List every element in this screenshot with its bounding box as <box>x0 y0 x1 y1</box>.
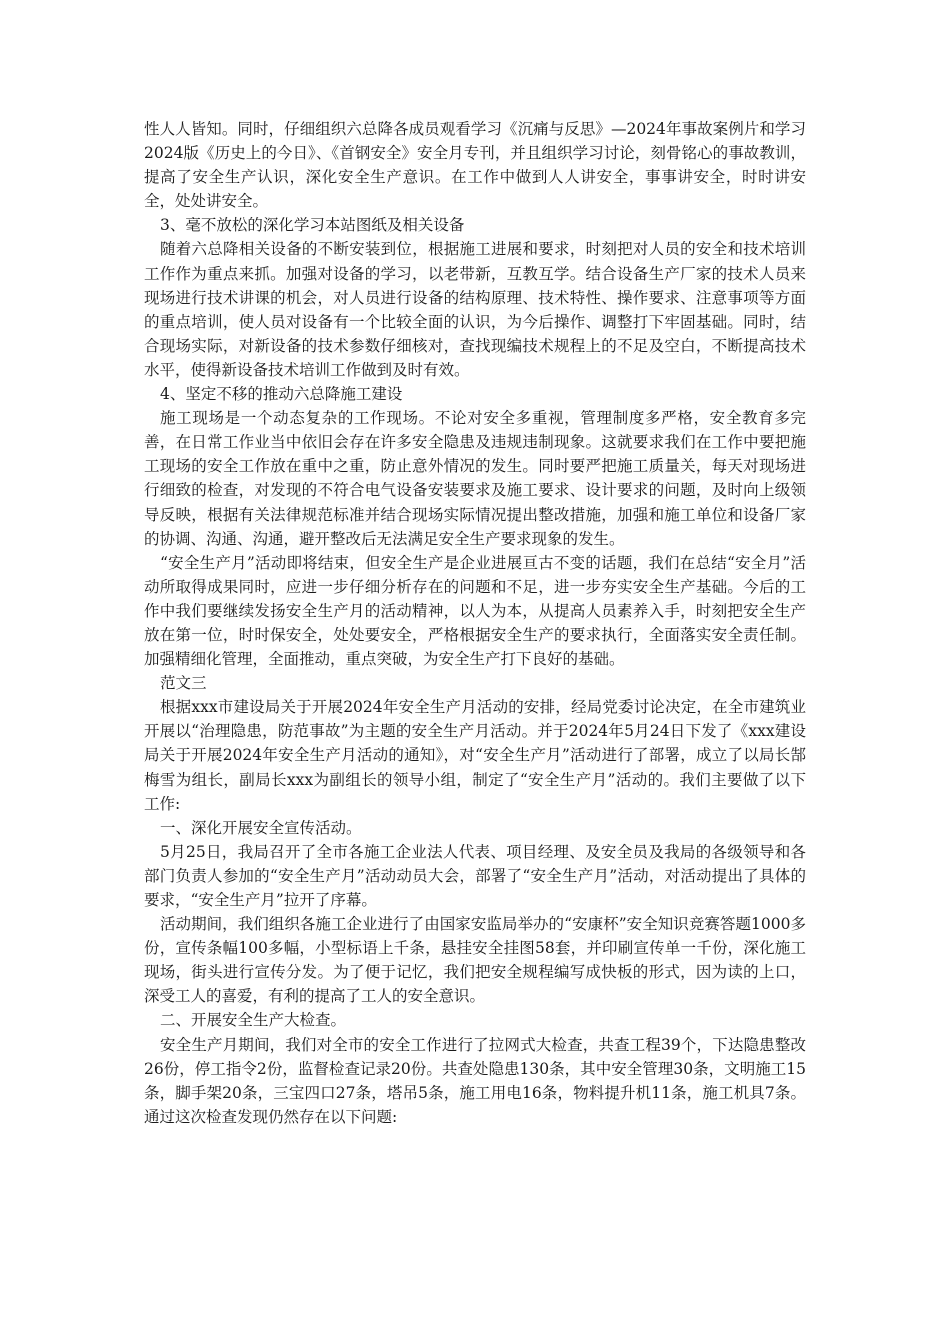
heading-publicity-activities: 一、深化开展安全宣传活动。 <box>160 818 362 837</box>
paragraph-activity-period: 活动期间，我们组织各施工企业进行了由国家安监局举办的“安康杯”安全知识竞赛答题1000多份，宣传条幅100多幅，小型标语上千条，悬挂安全挂图58套，并印刷宣传单一千份，深化施工现场，街头进行宣传分发。为了便于记忆，我们把安全规程编写成快板的形式，因为读的上口，深受工人的喜爱，有利的提高了工人的安全意识。 <box>144 915 806 1006</box>
paragraph-continuation: 性人人皆知。同时，仔细组织六总降各成员观看学习《沉痛与反思》—2024年事故案例片和学习2024版《历史上的今日》、《首钢安全》安全月专刊，并且组织学习讨论，刻骨铭心的事故教训，提高了安全生产认识，深化安全生产意识。在工作中做到人人讲安全，事事讲安全，时时讲安全，处处讲安全。 <box>144 120 806 211</box>
document-body <box>144 117 806 1129</box>
paragraph-intro-sample-three: 根据xxx市建设局关于开展2024年安全生产月活动的安排，经局党委讨论决定，在全市建筑业开展以“治理隐患，防范事故”为主题的安全生产月活动。并于2024年5月24日下发了《xxx建设局关于开展2024年安全生产月活动的通知》，对“安全生产月”活动进行了部署，成立了以局长郜梅雪为组长，副局长xxx为副组长的领导小组，制定了“安全生产月”活动的。我们主要做了以下工作: <box>144 698 806 813</box>
paragraph-construction-site: 施工现场是一个动态复杂的工作现场。不论对安全多重视，管理制度多严格，安全教育多完善，在日常工作业当中依旧会存在许多安全隐患及违规违制现象。这就要求我们在工作中要把施工现场的安全工作放在重中之重，防止意外情况的发生。同时要严把施工质量关，每天对现场进行细致的检查，对发现的不符合电气设备安装要求及施工要求、设计要求的问题，及时向上级领导反映，根据有关法律规范标准并结合现场实际情况提出整改措施，加强和施工单位和设备厂家的协调、沟通、沟通，避开整改后无法满足安全生产要求现象的发生。 <box>144 409 806 548</box>
heading-section-3: 3、毫不放松的深化学习本站图纸及相关设备 <box>160 216 465 235</box>
paragraph-safety-month-summary: “安全生产月”活动即将结束，但安全生产是企业进展亘古不变的话题，我们在总结“安全月”活动所取得成果同时，应进一步仔细分析存在的问题和不足，进一步夯实安全生产基础。今后的工作中我们要继续发扬安全生产月的活动精神，以人为本，从提高人员素养入手，时刻把安全生产放在第一位，时时保安全，处处要安全，严格根据安全生产的要求执行，全面落实安全责任制。加强精细化管理，全面推动，重点突破，为安全生产打下良好的基础。 <box>144 553 806 669</box>
heading-sample-three: 范文三 <box>160 674 207 693</box>
heading-section-4: 4、坚定不移的推动六总降施工建设 <box>160 385 403 404</box>
paragraph-inspection-results: 安全生产月期间，我们对全市的安全工作进行了拉网式大检查，共查工程39个，下达隐患整改26份，停工指令2份，监督检查记录20份。共查处隐患130条，其中安全管理30条，文明施工15条，脚手架20条，三宝四口27条，塔吊5条，施工用电16条，物料提升机11条，施工机具7条。通过这次检查发现仍然存在以下问题: <box>144 1035 806 1126</box>
paragraph-equipment-training: 随着六总降相关设备的不断安装到位，根据施工进展和要求，时刻把对人员的安全和技术培训工作作为重点来抓。加强对设备的学习，以老带新，互教互学。结合设备生产厂家的技术人员来现场进行技术讲课的机会，对人员进行设备的结构原理、技术特性、操作要求、注意事项等方面的重点培训，使人员对设备有一个比较全面的认识，为今后操作、调整打下牢固基础。同时，结合现场实际，对新设备的技术参数仔细核对，查找现编技术规程上的不足及空白，不断提高技术水平，使得新设备技术培训工作做到及时有效。 <box>144 240 806 379</box>
paragraph-mobilization-meeting: 5月25日，我局召开了全市各施工企业法人代表、项目经理、及安全员及我局的各级领导和各部门负责人参加的“安全生产月”活动动员大会，部署了“安全生产月”活动，对活动提出了具体的要求，“安全生产月”拉开了序幕。 <box>144 842 806 909</box>
heading-safety-inspection: 二、开展安全生产大检查。 <box>160 1011 347 1030</box>
